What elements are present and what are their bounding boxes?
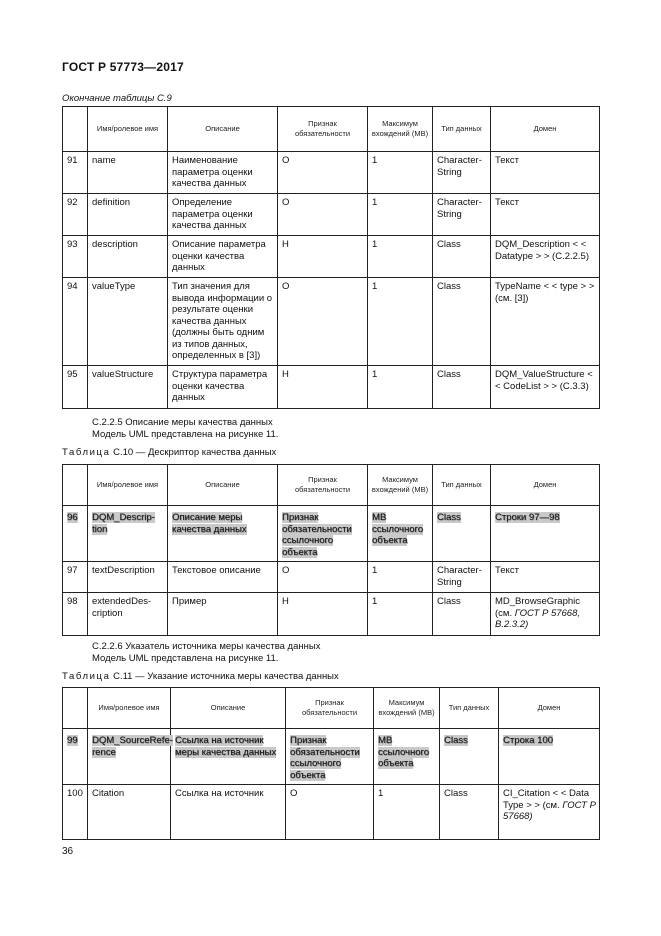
cell-name: name bbox=[88, 152, 168, 194]
column-header: Имя/ролевое имя bbox=[88, 688, 171, 729]
shaded-text: Признак обязательности ссылочного объекта bbox=[290, 735, 360, 781]
table-row bbox=[63, 785, 600, 840]
cell-obligation: Н bbox=[278, 593, 368, 636]
table-header-row bbox=[63, 465, 600, 506]
domain-text: MD_BrowseGraphic (см. bbox=[495, 596, 580, 619]
cell-domain: Текст bbox=[491, 152, 600, 194]
cell-max: 1 bbox=[368, 562, 433, 593]
cell-obligation: Н bbox=[278, 236, 368, 278]
cell-domain: Текст bbox=[491, 194, 600, 236]
table-c11-caption bbox=[62, 671, 339, 682]
shaded-text: DQM_Descrip-tion bbox=[92, 512, 155, 535]
shaded-text: Строка 100 bbox=[503, 735, 553, 746]
shaded-text: Описание меры качества данных bbox=[172, 512, 247, 535]
table-row bbox=[63, 366, 600, 409]
column-header: Домен bbox=[499, 688, 600, 729]
cell-type: Class bbox=[433, 236, 491, 278]
column-header: Описание bbox=[171, 688, 286, 729]
cell-max: 1 bbox=[368, 236, 433, 278]
shaded-text: DQM_SourceRefe-rence bbox=[92, 735, 173, 758]
table-c9-caption: Окончание таблицы С.9 bbox=[62, 93, 172, 104]
domain-text-italic: ГОСТ Р 57668, В.2.3.2) bbox=[495, 607, 580, 630]
table-row bbox=[63, 729, 600, 785]
column-header bbox=[63, 465, 88, 506]
shaded-text: МВ ссылочного объекта bbox=[378, 735, 430, 769]
cell-name: Citation bbox=[88, 785, 171, 840]
cell-name bbox=[88, 729, 171, 785]
domain-text-italic: ГОСТ Р 57668) bbox=[503, 799, 596, 822]
cell-num: 100 bbox=[63, 785, 88, 840]
cell-max: 1 bbox=[368, 593, 433, 636]
cell-num bbox=[63, 729, 88, 785]
column-header: Тип данных bbox=[440, 688, 499, 729]
shaded-text: 99 bbox=[67, 735, 78, 746]
cell-num: 98 bbox=[63, 593, 88, 636]
cell-desc: Определение параметра оценки качества данных bbox=[168, 194, 278, 236]
cell-domain bbox=[499, 785, 600, 840]
cell-obligation: O bbox=[278, 194, 368, 236]
shaded-text: 96 bbox=[67, 512, 78, 523]
shaded-text: Признак обязательности ссылочного объекта bbox=[282, 512, 352, 558]
section-c226-heading: С.2.2.6 Указатель источника меры качества данных bbox=[92, 641, 321, 652]
caption-prefix: Таблица bbox=[62, 447, 111, 458]
table-c10 bbox=[62, 464, 600, 636]
cell-obligation: O bbox=[278, 152, 368, 194]
caption-prefix: Таблица bbox=[62, 671, 111, 682]
cell-domain bbox=[499, 729, 600, 785]
cell-num: 91 bbox=[63, 152, 88, 194]
column-header: Максимум вхождений (МВ) bbox=[368, 465, 433, 506]
table-row bbox=[63, 194, 600, 236]
cell-desc: Пример bbox=[168, 593, 278, 636]
cell-max: 1 bbox=[368, 194, 433, 236]
cell-obligation bbox=[278, 506, 368, 562]
cell-name: description bbox=[88, 236, 168, 278]
cell-name: valueType bbox=[88, 278, 168, 366]
cell-num: 93 bbox=[63, 236, 88, 278]
cell-type: Class bbox=[433, 593, 491, 636]
cell-num: 95 bbox=[63, 366, 88, 409]
table-row bbox=[63, 562, 600, 593]
cell-obligation: Н bbox=[278, 366, 368, 409]
cell-name: textDescription bbox=[88, 562, 168, 593]
cell-type: Class bbox=[440, 785, 499, 840]
column-header: Описание bbox=[168, 107, 278, 152]
cell-name: valueStructure bbox=[88, 366, 168, 409]
cell-num bbox=[63, 506, 88, 562]
cell-domain: DQM_Description < < Datatype > > (С.2.2.5) bbox=[491, 236, 600, 278]
table-header-row bbox=[63, 688, 600, 729]
cell-max bbox=[374, 729, 440, 785]
cell-obligation: O bbox=[278, 562, 368, 593]
cell-obligation: O bbox=[286, 785, 374, 840]
domain-text: CI_Citation < < Data Type > > (см. bbox=[503, 788, 590, 811]
table-row bbox=[63, 593, 600, 636]
cell-obligation bbox=[286, 729, 374, 785]
cell-desc: Текстовое описание bbox=[168, 562, 278, 593]
cell-domain: DQM_ValueStructure < < CodeList > > (С.3.3) bbox=[491, 366, 600, 409]
cell-desc bbox=[171, 729, 286, 785]
cell-domain: Текст bbox=[491, 562, 600, 593]
section-c226-text: Модель UML представлена на рисунке 11. bbox=[92, 653, 279, 664]
table-c11 bbox=[62, 687, 600, 840]
column-header: Признак обязательности bbox=[278, 107, 368, 152]
cell-desc: Описание параметра оценки качества данных bbox=[168, 236, 278, 278]
cell-domain bbox=[491, 593, 600, 636]
column-header bbox=[63, 107, 88, 152]
table-row bbox=[63, 278, 600, 366]
caption-rest: С.11 — Указание источника меры качества данных bbox=[110, 671, 339, 682]
table-row bbox=[63, 236, 600, 278]
table-row bbox=[63, 506, 600, 562]
cell-num: 92 bbox=[63, 194, 88, 236]
document-title: ГОСТ Р 57773—2017 bbox=[62, 60, 184, 74]
column-header: Домен bbox=[491, 465, 600, 506]
table-header-row bbox=[63, 107, 600, 152]
page-number: 36 bbox=[62, 846, 74, 857]
table-c10-caption bbox=[62, 447, 276, 458]
section-c225-heading: С.2.2.5 Описание меры качества данных bbox=[92, 417, 273, 428]
column-header: Максимум вхождений (МВ) bbox=[374, 688, 440, 729]
cell-obligation: O bbox=[278, 278, 368, 366]
cell-max: 1 bbox=[368, 366, 433, 409]
cell-type: Character-String bbox=[433, 152, 491, 194]
cell-type: Class bbox=[433, 278, 491, 366]
column-header: Домен bbox=[491, 107, 600, 152]
cell-desc: Наименование параметра оценки качества данных bbox=[168, 152, 278, 194]
column-header bbox=[63, 688, 88, 729]
shaded-text: МВ ссылочного объекта bbox=[372, 512, 424, 546]
shaded-text: Class bbox=[444, 735, 468, 746]
table-c9 bbox=[62, 106, 600, 409]
shaded-text: Class bbox=[437, 512, 461, 523]
cell-desc: Ссылка на источник bbox=[171, 785, 286, 840]
cell-type bbox=[440, 729, 499, 785]
caption-rest: С.10 — Дескриптор качества данных bbox=[110, 447, 277, 458]
column-header: Имя/ролевое имя bbox=[88, 107, 168, 152]
cell-name: definition bbox=[88, 194, 168, 236]
cell-max: 1 bbox=[374, 785, 440, 840]
cell-max bbox=[368, 506, 433, 562]
column-header: Имя/ролевое имя bbox=[88, 465, 168, 506]
cell-max: 1 bbox=[368, 152, 433, 194]
cell-type: Character-String bbox=[433, 562, 491, 593]
column-header: Тип данных bbox=[433, 107, 491, 152]
column-header: Признак обязательности bbox=[278, 465, 368, 506]
cell-type: Class bbox=[433, 366, 491, 409]
cell-domain: TypeName < < type > > (см. [3]) bbox=[491, 278, 600, 366]
cell-desc: Тип значения для вывода информации о результате оценки качества данных (должны быть одним из типов данных, определенных в [3]) bbox=[168, 278, 278, 366]
cell-desc bbox=[168, 506, 278, 562]
cell-num: 97 bbox=[63, 562, 88, 593]
section-c225-text: Модель UML представлена на рисунке 11. bbox=[92, 429, 279, 440]
cell-num: 94 bbox=[63, 278, 88, 366]
cell-name bbox=[88, 506, 168, 562]
column-header: Максимум вхождений (МВ) bbox=[368, 107, 433, 152]
shaded-text: Ссылка на источник меры качества данных bbox=[175, 735, 277, 758]
cell-domain bbox=[491, 506, 600, 562]
shaded-text: Строки 97—98 bbox=[495, 512, 560, 523]
cell-desc: Структура параметра оценки качества данных bbox=[168, 366, 278, 409]
table-row bbox=[63, 152, 600, 194]
column-header: Признак обязательности bbox=[286, 688, 374, 729]
cell-name: extendedDes-cription bbox=[88, 593, 168, 636]
cell-max: 1 bbox=[368, 278, 433, 366]
cell-type: Character-String bbox=[433, 194, 491, 236]
column-header: Описание bbox=[168, 465, 278, 506]
column-header: Тип данных bbox=[433, 465, 491, 506]
cell-type bbox=[433, 506, 491, 562]
